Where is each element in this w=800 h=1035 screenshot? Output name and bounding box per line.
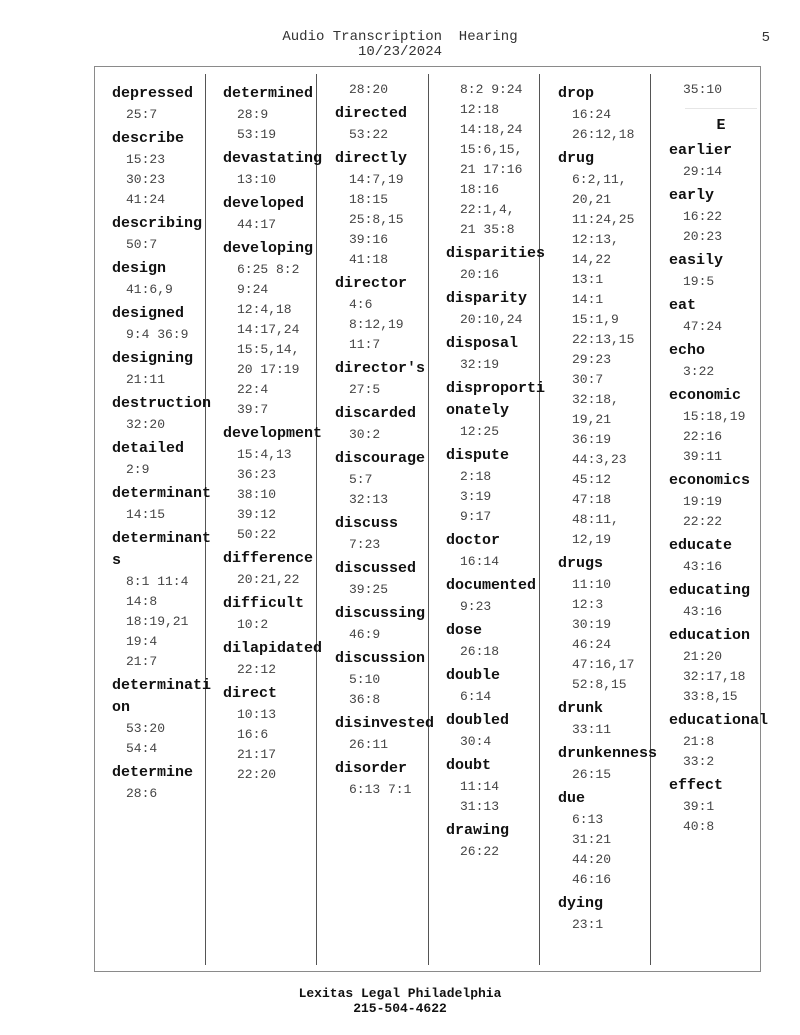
page-line-refs: 30:4 bbox=[460, 734, 492, 749]
page-line-refs: 2:9 bbox=[126, 462, 150, 477]
index-entry bbox=[558, 698, 658, 740]
index-term: director bbox=[335, 275, 408, 292]
index-term: destruction bbox=[112, 395, 212, 412]
page-line-refs: 16:14 bbox=[460, 554, 500, 569]
page-line-refs: 13:10 bbox=[237, 172, 277, 187]
index-entry bbox=[669, 580, 769, 622]
index-entry bbox=[223, 638, 323, 680]
index-column-2 bbox=[223, 80, 323, 785]
index-term: designed bbox=[112, 305, 185, 322]
index-column-5 bbox=[558, 80, 658, 935]
index-entry bbox=[112, 675, 212, 759]
index-entry bbox=[112, 438, 212, 480]
page-line-refs: 27:5 bbox=[349, 382, 381, 397]
page-line-refs: 20:10,24 bbox=[460, 312, 523, 327]
page-line-refs: 41:6,9 bbox=[126, 282, 173, 297]
page-footer bbox=[0, 986, 800, 1016]
page-line-refs: 50:7 bbox=[126, 237, 158, 252]
page-line-refs: 4:6 8:12,19 11:7 bbox=[349, 297, 404, 352]
index-term: educating bbox=[669, 582, 751, 599]
page-line-refs: 21:11 bbox=[126, 372, 166, 387]
page-line-refs: 10:13 16:6 21:17 22:20 bbox=[237, 707, 277, 782]
footer-company: Lexitas Legal Philadelphia bbox=[298, 986, 502, 1001]
page-line-refs: 16:24 26:12,18 bbox=[572, 107, 635, 142]
index-column-6 bbox=[669, 80, 769, 837]
page-line-refs: 9:4 36:9 bbox=[126, 327, 189, 342]
index-entry bbox=[112, 528, 212, 672]
index-term: drunkenness bbox=[558, 745, 658, 762]
index-term: development bbox=[223, 425, 323, 442]
page-line-refs: 8:1 11:4 14:8 18:19,21 19:4 21:7 bbox=[126, 574, 189, 669]
index-entry bbox=[446, 378, 546, 442]
index-entry bbox=[558, 743, 658, 785]
index-entry bbox=[112, 483, 212, 525]
index-term: developing bbox=[223, 240, 314, 257]
page-line-refs: 26:22 bbox=[460, 844, 500, 859]
page-line-refs: 30:2 bbox=[349, 427, 381, 442]
page-line-refs: 33:11 bbox=[572, 722, 612, 737]
index-term: effect bbox=[669, 777, 724, 794]
index-entry bbox=[558, 553, 658, 695]
index-term: doubled bbox=[446, 712, 510, 729]
index-term: disorder bbox=[335, 760, 408, 777]
header-title: Audio Transcription Hearing bbox=[282, 29, 518, 45]
index-entry bbox=[335, 273, 435, 355]
page-line-refs: 2:18 3:19 9:17 bbox=[460, 469, 492, 524]
page-line-refs: 43:16 bbox=[683, 604, 723, 619]
continued-page-refs: 8:2 9:24 12:18 14:18,24 15:6,15, 21 17:16 18:16 22:1,4, 21 35:8 bbox=[460, 82, 523, 237]
index-column-3 bbox=[335, 80, 435, 800]
index-entry bbox=[558, 83, 658, 145]
index-term: educational bbox=[669, 712, 769, 729]
index-entry bbox=[223, 593, 323, 635]
index-entry bbox=[335, 713, 435, 755]
page-line-refs: 14:7,19 18:15 25:8,15 39:16 41:18 bbox=[349, 172, 404, 267]
index-entry bbox=[223, 238, 323, 420]
index-term: early bbox=[669, 187, 715, 204]
index-entry bbox=[558, 893, 658, 935]
page-line-refs: 15:18,19 22:16 39:11 bbox=[683, 409, 746, 464]
page-line-refs: 21:20 32:17,18 33:8,15 bbox=[683, 649, 746, 704]
page-header bbox=[0, 30, 800, 60]
index-entry bbox=[446, 333, 546, 375]
page-line-refs: 14:15 bbox=[126, 507, 166, 522]
page-line-refs: 47:24 bbox=[683, 319, 723, 334]
footer-phone: 215-504-4622 bbox=[353, 1001, 447, 1016]
index-entry bbox=[558, 148, 658, 550]
index-entry bbox=[446, 445, 546, 527]
page-line-refs: 39:25 bbox=[349, 582, 389, 597]
index-entry bbox=[335, 513, 435, 555]
index-entry bbox=[669, 775, 769, 837]
index-term: drop bbox=[558, 85, 595, 102]
index-term: determine bbox=[112, 764, 194, 781]
page-line-refs: 11:10 12:3 30:19 46:24 47:16,17 52:8,15 bbox=[572, 577, 635, 692]
index-entry bbox=[669, 535, 769, 577]
index-entry bbox=[446, 575, 546, 617]
index-entry bbox=[446, 755, 546, 817]
index-entry bbox=[669, 340, 769, 382]
page-line-refs: 32:19 bbox=[460, 357, 500, 372]
index-term: determinants bbox=[112, 530, 212, 569]
index-term: difference bbox=[223, 550, 314, 567]
index-entry bbox=[223, 423, 323, 545]
index-term: disinvested bbox=[335, 715, 435, 732]
index-entry bbox=[335, 758, 435, 800]
index-term: directed bbox=[335, 105, 408, 122]
page-line-refs: 39:1 40:8 bbox=[683, 799, 715, 834]
section-letter: E bbox=[685, 108, 757, 137]
index-term: disparity bbox=[446, 290, 528, 307]
page-line-refs: 32:20 bbox=[126, 417, 166, 432]
index-entry bbox=[446, 620, 546, 662]
page-line-refs: 9:23 bbox=[460, 599, 492, 614]
index-entry bbox=[112, 258, 212, 300]
index-entry bbox=[669, 185, 769, 247]
index-entry bbox=[335, 403, 435, 445]
index-entry bbox=[112, 393, 212, 435]
index-entry bbox=[335, 103, 435, 145]
index-term: describe bbox=[112, 130, 185, 147]
index-entry bbox=[335, 558, 435, 600]
page-line-refs: 6:25 8:2 9:24 12:4,18 14:17,24 15:5,14, 20 17:19 22:4 39:7 bbox=[237, 262, 300, 417]
page-line-refs: 19:19 22:22 bbox=[683, 494, 723, 529]
index-term: disparities bbox=[446, 245, 546, 262]
page-line-refs: 6:13 31:21 44:20 46:16 bbox=[572, 812, 612, 887]
index-term: echo bbox=[669, 342, 706, 359]
index-column-4 bbox=[446, 80, 546, 862]
page-line-refs: 6:14 bbox=[460, 689, 492, 704]
index-entry bbox=[558, 788, 658, 890]
page-line-refs: 5:7 32:13 bbox=[349, 472, 389, 507]
index-term: dying bbox=[558, 895, 604, 912]
index-entry bbox=[223, 683, 323, 785]
index-entry bbox=[669, 295, 769, 337]
page-line-refs: 7:23 bbox=[349, 537, 381, 552]
page-line-refs: 15:4,13 36:23 38:10 39:12 50:22 bbox=[237, 447, 292, 542]
index-entry bbox=[112, 128, 212, 210]
index-term: directly bbox=[335, 150, 408, 167]
page-line-refs: 5:10 36:8 bbox=[349, 672, 381, 707]
index-entry bbox=[669, 625, 769, 707]
page-line-refs: 20:16 bbox=[460, 267, 500, 282]
index-entry bbox=[223, 548, 323, 590]
page-line-refs: 15:23 30:23 41:24 bbox=[126, 152, 166, 207]
index-term: discuss bbox=[335, 515, 399, 532]
index-entry bbox=[335, 358, 435, 400]
index-entry bbox=[335, 648, 435, 710]
index-term: depressed bbox=[112, 85, 194, 102]
header-date: 10/23/2024 bbox=[357, 44, 442, 60]
index-entry bbox=[112, 83, 212, 125]
index-term: director's bbox=[335, 360, 426, 377]
index-entry bbox=[223, 148, 323, 190]
index-entry bbox=[223, 193, 323, 235]
index-term: dilapidated bbox=[223, 640, 323, 657]
index-term: drawing bbox=[446, 822, 510, 839]
page-line-refs: 46:9 bbox=[349, 627, 381, 642]
page-line-refs: 19:5 bbox=[683, 274, 715, 289]
index-term: earlier bbox=[669, 142, 733, 159]
page-line-refs: 26:18 bbox=[460, 644, 500, 659]
index-term: direct bbox=[223, 685, 278, 702]
index-term: dispute bbox=[446, 447, 510, 464]
page-line-refs: 26:11 bbox=[349, 737, 389, 752]
index-term: education bbox=[669, 627, 751, 644]
index-term: describing bbox=[112, 215, 203, 232]
page-line-refs: 16:22 20:23 bbox=[683, 209, 723, 244]
index-term: determinant bbox=[112, 485, 212, 502]
index-term: dose bbox=[446, 622, 483, 639]
index-entry bbox=[112, 213, 212, 255]
index-term: disproportionately bbox=[446, 380, 546, 419]
index-entry bbox=[335, 448, 435, 510]
continued-page-refs: 28:20 bbox=[349, 82, 389, 97]
index-term: drug bbox=[558, 150, 595, 167]
index-term: discussed bbox=[335, 560, 417, 577]
page-number: 5 bbox=[761, 30, 770, 46]
index-term: doctor bbox=[446, 532, 501, 549]
index-term: disposal bbox=[446, 335, 519, 352]
page-line-refs: 25:7 bbox=[126, 107, 158, 122]
index-entry bbox=[446, 243, 546, 285]
page-line-refs: 10:2 bbox=[237, 617, 269, 632]
page-line-refs: 11:14 31:13 bbox=[460, 779, 500, 814]
index-term: economics bbox=[669, 472, 751, 489]
index-entry bbox=[112, 303, 212, 345]
index-entry bbox=[335, 603, 435, 645]
page-line-refs: 43:16 bbox=[683, 559, 723, 574]
index-entry bbox=[446, 820, 546, 862]
index-entry bbox=[446, 665, 546, 707]
index-entry bbox=[446, 710, 546, 752]
continued-page-refs: 35:10 bbox=[683, 82, 723, 97]
index-term: drunk bbox=[558, 700, 604, 717]
page-line-refs: 21:8 33:2 bbox=[683, 734, 715, 769]
index-term: drugs bbox=[558, 555, 604, 572]
index-term: discarded bbox=[335, 405, 417, 422]
page-line-refs: 20:21,22 bbox=[237, 572, 300, 587]
index-term: developed bbox=[223, 195, 305, 212]
page-line-refs: 6:13 7:1 bbox=[349, 782, 412, 797]
index-term: double bbox=[446, 667, 501, 684]
index-term: documented bbox=[446, 577, 537, 594]
index-entry bbox=[669, 470, 769, 532]
index-entry bbox=[669, 140, 769, 182]
index-term: determination bbox=[112, 677, 212, 716]
index-column-1 bbox=[112, 80, 212, 804]
index-entry bbox=[335, 148, 435, 270]
page-line-refs: 29:14 bbox=[683, 164, 723, 179]
index-entry bbox=[446, 288, 546, 330]
page-line-refs: 6:2,11, 20,21 11:24,25 12:13, 14,22 13:1 14:1 15:1,9 22:13,15 29:23 30:7 32:18, 19,21 36:19 44:3,23 45:12 47:18 48:11, 12,19 bbox=[572, 172, 635, 547]
index-entry bbox=[446, 530, 546, 572]
index-entry bbox=[669, 385, 769, 467]
index-term: discourage bbox=[335, 450, 426, 467]
index-term: designing bbox=[112, 350, 194, 367]
page-line-refs: 3:22 bbox=[683, 364, 715, 379]
page-line-refs: 28:9 53:19 bbox=[237, 107, 277, 142]
index-term: discussion bbox=[335, 650, 426, 667]
index-term: economic bbox=[669, 387, 742, 404]
index-term: devastating bbox=[223, 150, 323, 167]
page-line-refs: 23:1 bbox=[572, 917, 604, 932]
index-entry bbox=[669, 710, 769, 772]
index-term: easily bbox=[669, 252, 724, 269]
index-term: eat bbox=[669, 297, 697, 314]
index-term: educate bbox=[669, 537, 733, 554]
page-line-refs: 28:6 bbox=[126, 786, 158, 801]
index-entry bbox=[112, 348, 212, 390]
index-term: due bbox=[558, 790, 586, 807]
page-line-refs: 53:22 bbox=[349, 127, 389, 142]
index-term: difficult bbox=[223, 595, 305, 612]
page-line-refs: 22:12 bbox=[237, 662, 277, 677]
page-line-refs: 53:20 54:4 bbox=[126, 721, 166, 756]
index-entry bbox=[112, 762, 212, 804]
index-term: determined bbox=[223, 85, 314, 102]
index-term: detailed bbox=[112, 440, 185, 457]
page-line-refs: 26:15 bbox=[572, 767, 612, 782]
index-term: discussing bbox=[335, 605, 426, 622]
index-entry bbox=[223, 83, 323, 145]
index-term: doubt bbox=[446, 757, 492, 774]
index-term: design bbox=[112, 260, 167, 277]
index-entry bbox=[669, 250, 769, 292]
page-line-refs: 12:25 bbox=[460, 424, 500, 439]
page-line-refs: 44:17 bbox=[237, 217, 277, 232]
